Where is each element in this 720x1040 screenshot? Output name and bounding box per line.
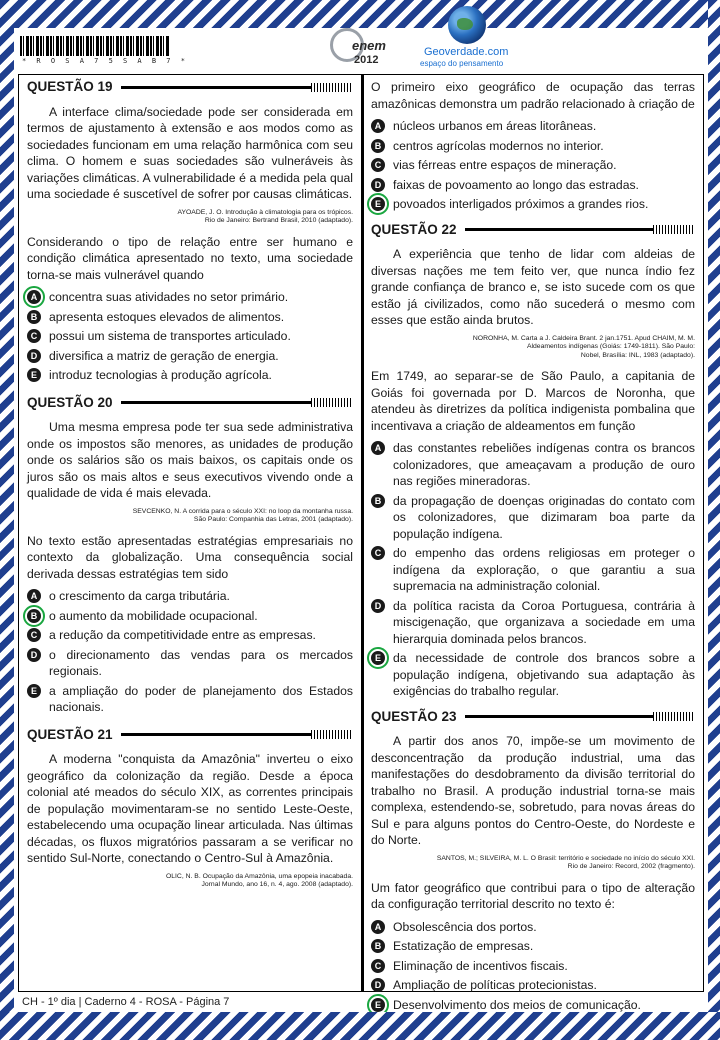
answer-option[interactable] [371,997,695,1014]
page-header [14,28,708,74]
answer-option[interactable] [27,647,353,680]
question-header [27,79,353,96]
option-text: Eliminação de incentivos fiscais. [393,958,568,973]
answer-option[interactable] [27,289,353,306]
option-text: Estatização de empresas. [393,939,534,953]
answer-option[interactable] [27,348,353,365]
answer-option[interactable] [27,627,353,644]
option-letter-e-icon: E [371,651,385,665]
option-text: vias férreas entre espaços de mineração. [393,158,617,172]
answer-option[interactable] [371,977,695,994]
answer-option[interactable] [371,958,695,975]
option-letter-d-icon: D [371,178,385,192]
option-letter-d-icon: D [27,648,41,662]
option-text: introduz tecnologias à produção agrícola. [49,368,272,382]
citation-line: SEVCENKO, N. A corrida para o século XXI: no loop da montanha russa. [132,507,353,515]
citation-line: Nobel, Brasília: INL, 1983 (adaptado). [580,351,695,359]
option-text: a ampliação do poder de planejamento dos Estados nacionais. [49,683,353,714]
option-text: núcleos urbanos em áreas litorâneas. [393,119,597,133]
question-stem: O primeiro eixo geográfico de ocupação das terras amazônicas demonstra um padrão relacionado à criação de [371,80,695,111]
question-rule [465,228,695,231]
option-text: concentra suas atividades no setor primário. [49,290,289,304]
question-stem: Considerando o tipo de relação entre ser humano e condição climática apresentado no texto, uma sociedade torna-se mais vulnerável quando [27,234,353,282]
answer-option[interactable] [371,650,695,700]
citation [371,335,695,361]
option-letter-a-icon: A [371,119,385,133]
option-letter-d-icon: D [371,978,385,992]
citation-line: NORONHA, M. Carta a J. Caldeira Brant. 2 jan.1751. Apud CHAIM, M. M. [472,334,695,342]
option-text: da política racista da Coroa Portuguesa, contrária à miscigenação, que organizava a sociedade em uma hierarquia dominada pelos brancos. [393,598,695,646]
option-letter-a-icon: A [371,441,385,455]
right-stripe-border [708,0,720,1040]
option-letter-e-icon: E [27,368,41,382]
citation-line: Aldeamentos indígenas (Goiás: 1749-1811). São Paulo: [526,343,695,350]
enem-logo-year: 2012 [354,54,379,66]
question-title: QUESTÃO 20 [27,394,113,410]
question-title: QUESTÃO 19 [27,79,113,94]
answer-option[interactable] [371,919,695,936]
question-text: Uma mesma empresa pode ter sua sede administrativa onde os impostos são menores, as unidades de produção onde os salários são os mais baixos, os capitais onde os juros são os mais altos e seus executivos vivendo onde a qualidade de vida é mais elevada. [27,420,353,500]
question-text: A experiência que tenho de lidar com aldeias de diversas nações me tem feito ver, que nunca índio fez grande confiança de branco e, se isto sucede com os que estão já civilizados, como não sucederá o mesmo com esses que estão ainda brutos. [371,247,695,327]
option-letter-b-icon: B [27,609,41,623]
enem-logo-word: enem [352,38,386,53]
option-text: centros agrícolas modernos no interior. [393,138,604,153]
question-text: A partir dos anos 70, impõe-se um movimento de desconcentração da produção industrial, uma das manifestações do desdobramento da divisão territorial do trabalho no Brasil. A produção industrial torna-se mais complexa, estendendo-se, sobretudo, para novas áreas do Sul e para alguns pontos do Centro-Oeste, do Nordeste e do Norte. [371,734,695,847]
question-stem: Um fator geográfico que contribui para o tipo de alteração da configuração territorial descrito no texto é: [371,880,695,911]
question-title: QUESTÃO 23 [371,708,457,724]
option-letter-c-icon: C [371,158,385,172]
option-letter-a-icon: A [27,589,41,603]
bottom-stripe-border [0,1012,720,1040]
citation [371,855,695,872]
option-text: da propagação de doenças originadas do contato com os colonizadores, que dizimaram boa parte da população indígena. [393,493,695,541]
option-letter-b-icon: B [371,139,385,153]
answer-option[interactable] [371,598,695,648]
answer-option[interactable] [27,367,353,384]
option-text: o direcionamento das vendas para os mercados regionais. [49,647,353,678]
citation [27,508,353,525]
option-text: povoados interligados próximos a grandes rios. [393,197,649,211]
option-text: apresenta estoques elevados de alimentos. [49,309,285,324]
option-text: o aumento da mobilidade ocupacional. [49,608,258,623]
question-text: A interface clima/sociedade pode ser considerada em termos de ajustamento à extensão e aos modos como as sociedades funcionam em uma relação harmônica com seu clima. O homem e suas sociedades são vulneráveis às variações climáticas. A vulnerabilidade é a medida pela qual uma sociedade é suscetível de sofrer por causas climáticas. [27,104,353,201]
answer-option[interactable] [371,138,695,155]
option-text: a redução da competitividade entre as empresas. [49,628,316,642]
option-letter-e-icon: E [27,684,41,698]
option-text: faixas de povoamento ao longo das estradas. [393,177,639,192]
answer-option[interactable] [27,309,353,326]
globe-icon [448,6,486,44]
option-letter-a-icon: A [27,290,41,304]
question-title: QUESTÃO 21 [27,726,113,742]
answer-option[interactable] [27,588,353,605]
answer-option[interactable] [27,328,353,345]
top-stripe-border [0,0,720,28]
option-letter-b-icon: B [27,310,41,324]
citation-line: SANTOS, M.; SILVEIRA, M. L. O Brasil: território e sociedade no início do século XXI. [436,854,695,862]
question-rule [121,401,353,404]
option-letter-d-icon: D [27,349,41,363]
option-text: possui um sistema de transportes articulado. [49,329,291,343]
option-letter-b-icon: B [371,494,385,508]
citation-line: São Paulo: Companhia das Letras, 2001 (adaptado). [193,516,353,523]
option-letter-a-icon: A [371,920,385,934]
option-text: o crescimento da carga tributária. [49,589,230,603]
citation-line: Jornal Mundo, ano 16, n. 4, ago. 2008 (adaptado). [201,881,353,888]
question-header [27,395,353,412]
answer-option[interactable] [371,440,695,490]
question-stem: No texto estão apresentadas estratégias empresariais no contexto da globalização. Uma consequência social derivada dessas estratégias tem sido [27,533,353,581]
barcode [20,36,170,56]
answer-option[interactable] [371,938,695,955]
option-letter-c-icon: C [371,959,385,973]
right-column [371,79,695,1016]
question-stem: Em 1749, ao separar-se de São Paulo, a capitania de Goiás foi governada por D. Marcos de Noronha, que atendeu às diretrizes da política indigenista pombalina que incentivava a criação de aldeamentos em função [371,369,695,433]
answer-option[interactable] [371,118,695,135]
answer-option[interactable] [371,545,695,595]
enem-logo [330,28,386,72]
answer-option[interactable] [371,196,695,213]
question-header [371,709,695,726]
citation-line: Rio de Janeiro: Record, 2002 (fragmento). [567,863,695,870]
answer-option[interactable] [27,608,353,625]
citation [27,873,353,890]
question-title: QUESTÃO 22 [371,221,457,237]
left-column [27,79,353,898]
site-tagline: espaço do pensamento [420,59,504,68]
option-text: Desenvolvimento dos meios de comunicação. [393,997,641,1012]
site-name: Geoverdade.com [424,46,509,58]
option-text: do empenho das ordens religiosas em proteger o indígena da exploração, o que garantiu a sua supremacia na administração colonial. [393,546,695,593]
option-letter-d-icon: D [371,599,385,613]
question-text: A moderna "conquista da Amazônia" inverteu o eixo geográfico da colonização da região. Desde a época colonial até meados do século XIX, as correntes principais de população movimentaram-se no sentido Leste-Oeste, estabelecendo uma ocupação linear articulada. Nas últimas décadas, os fluxos migratórios passaram a se verificar no sentido Sul-Norte, conectando o Centro-Sul à Amazônia. [27,752,353,865]
option-text: da necessidade de controle dos brancos sobre a população indígena, objetivando sua adaptação às exigências do trabalho regular. [393,651,695,698]
option-text: das constantes rebeliões indígenas contra os brancos colonizadores, que ameaçavam a produção de ouro nas regiões mineradoras. [393,441,695,488]
question-rule [121,733,353,736]
option-letter-e-icon: E [371,197,385,211]
citation-line: Rio de Janeiro: Bertrand Brasil, 2010 (adaptado). [204,217,353,224]
answer-option[interactable] [371,157,695,174]
citation [27,209,353,226]
answer-option[interactable] [27,683,353,716]
question-rule [121,86,353,89]
answer-option[interactable] [371,177,695,194]
barcode-text: * R O S A 7 5 S A B 7 * [22,57,188,65]
question-rule [465,715,695,718]
option-letter-b-icon: B [371,939,385,953]
option-letter-c-icon: C [27,329,41,343]
question-header [27,727,353,744]
page-footer: CH - 1º dia | Caderno 4 - ROSA - Página 7 [22,996,230,1008]
citation-line: AYOADE, J. O. Introdução à climatologia para os trópicos. [177,208,353,216]
option-text: Obsolescência dos portos. [393,919,537,934]
option-text: diversifica a matriz de geração de energia. [49,348,279,363]
left-stripe-border [0,0,14,1040]
option-text: Ampliação de políticas protecionistas. [393,978,597,992]
option-letter-c-icon: C [371,546,385,560]
question-header [371,222,695,239]
option-letter-e-icon: E [371,998,385,1012]
citation-line: OLIC, N. B. Ocupação da Amazônia, uma epopeia inacabada. [165,872,353,880]
answer-option[interactable] [371,493,695,543]
option-letter-c-icon: C [27,628,41,642]
column-divider [361,75,364,991]
